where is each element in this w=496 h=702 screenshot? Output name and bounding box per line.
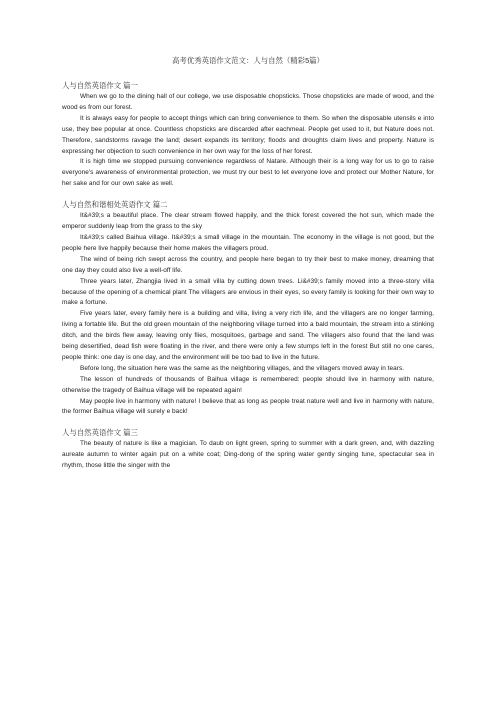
paragraph: The beauty of nature is like a magician. To daub on light green, spring to summer with a dark green, and, with dazzling aureate autumn to winter again put on a white coat; Ding-dong of the spring water gently singing tune, spectacular sea in rhythm, those little the singer with the [62, 440, 434, 470]
paragraph: Three years later, Zhangjia lived in a small villa by cutting down trees. Li&#39;s family moved into a three-story villa because of the opening of a chemical plant The villagers are envious in their eyes, so every family is looking for their own way to make a fortune. [62, 277, 434, 307]
paragraph: May people live in harmony with nature! I believe that as long as people treat nature well and live in harmony with nature, the former Baihua village will surely e back! [62, 397, 434, 416]
section-heading: 人与自然和谐相处英语作文 篇二 [62, 200, 168, 210]
paragraph: When we go to the dining hall of our college, we use disposable chopsticks. Those chopsticks are made of wood, and the wood es from our forest. [62, 93, 434, 111]
document-page [62, 56, 434, 482]
essay-section-3 [62, 428, 434, 472]
paragraph: It&#39;s a beautiful place. The clear stream flowed happily, and the thick forest covered the hot sun, which made the emperor suddenly leap from the grass to the sky [62, 212, 434, 231]
paragraph: Five years later, every family here is a building and villa, living a very rich life, and the villagers are no longer farming, living a fortable life. But the old green mountain of the neighboring village turned into a bald mountain, the stream into a stinking ditch, and the birds flew away, leaving only flies, mosquitoes, garbage and sand. The villagers also found that the land was being desertified, dead fish were floating in the river, and there were only a few stumps left in the forest But still no one cares, people think: one day is one day, and the environment will be too bad to live in the future. [62, 310, 434, 361]
essay-section-2 [62, 200, 434, 418]
section-heading: 人与自然英语作文 篇一 [62, 81, 138, 90]
paragraph: The wind of being rich swept across the country, and people here began to try their best to make money, dreaming that one day they could also live a well-off life. [62, 255, 434, 274]
paragraph: It&#39;s called Baihua village. It&#39;s a small village in the mountain. The economy in the village is not good, but the people here live happily because their home makes the villagers proud. [62, 233, 434, 252]
paragraph: It is always easy for people to accept things which can bring convenience to them. So when the disposable utensils e into use, they bee popular at once. Countless chopsticks are discarded after eachmeal. People get used to it, but Nature does not. Therefore, sandstorms ravage the land; desert expands its territory; floods and droughts claim lives and property. Nature is expressing her objection to such convenience in her own way for the loss of her forest. [62, 114, 434, 155]
document-title: 高考优秀英语作文范文：人与自然（精彩5篇） [172, 56, 324, 65]
essay-section-1 [62, 81, 434, 190]
section-heading: 人与自然英语作文 篇三 [62, 428, 138, 438]
paragraph: Before long, the situation here was the same as the neighboring villages, and the villagers moved away in tears. [80, 364, 405, 372]
paragraph: The lesson of hundreds of thousands of Baihua village is remembered: people should live in harmony with nature, otherwise the tragedy of Baihua village will be repeated again! [62, 375, 434, 394]
paragraph: It is high time we stopped pursuing convenience regardless of Natare. Although their is a long way for us to go to raise everyone's awareness of environmental protection, we must try our best to let everyone love and protect our Mother Nature, for her sake and for our own sake as well. [62, 158, 434, 188]
